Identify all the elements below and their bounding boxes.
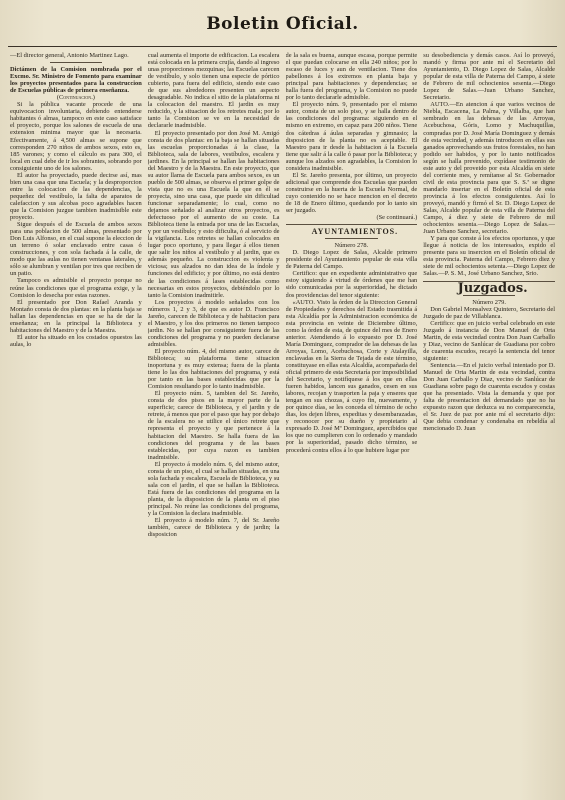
paragraph: Certifico: que en expediente administrativo que estoy siguiendo á virtud de órdenes que me han sido comunicadas por la superioridad, he dictado dos providencias del tenor siguiente: xyxy=(285,270,418,299)
paragraph: Si la pública vacante procede de una equivocacion involuntaria, debiendo entenderse habitantes ó almas, tampoco en este caso satisface el proyecto, porque los salones de escuela de una extension minima mayor que la necesaria. Efectivamente, á 4,500 almas se supone que corresponden 270 niños de ambos sexos, esto es, 185 varones; y como el cálculo es para 300, el local en cual debe de ir los sobrantes, sobrando por consiguiente uno de los salones. xyxy=(10,101,142,172)
paragraph: El proyecto presentado por don José M. Amigó consta de dos plantas: en la baja se hallan situadas las escuelas proporcionadas á la clase, la Biblioteca, sala de labores, vestíbulos, escalera y jardines. En la principal se hallan las habitaciones del Maestro y de la Maestra. En este proyecto, que su autor llama de Escuela para ambos sexos, es un pueblo de 500 almas, se observa el primer golpe de vista que no es una Escuela la que en él se proyecta, sino una casa, que puede sin dificultad funcionar separadamente; lo cual, como no dejamos señalado al analizar otros proyectos, es defectuoso por el aumento de su coste. La Biblioteca tiene la entrada por una de las Escuelas, y por un vestíbulo; y esto dificulta, ó al servicio de la vigilancia. Los retretes se hallan colocados en lugar poco oportuno, y para llegar á ellos tienen que salir los niños al vestíbulo y al jardin, que es además pequeño. La construccion es violenta y viciosa; sus alzados no dan idea de la índole y funciones del edificio; y por último, no está dentro de las condiciones á lases establecidas como necesarias en estos proyectos, debiéndolo por lo tanto la Comision inadmitirle. xyxy=(147,129,280,299)
column-2 xyxy=(148,52,280,794)
paragraph: El presentado por Don Rafael Aranda y Montaño consta de dos plantas: en la planta baja se hallan las dependencias en que se ha de dar la enseñanza; en la principal la Biblioteca y habitaciones del Maestro y de la Maestra. xyxy=(10,298,142,334)
page-header xyxy=(0,14,565,38)
divider xyxy=(325,238,378,239)
paragraph: de la sala es buena, aunque escasa, porque permite el que puedan colocarse en ella 240 niños; por lo escaso de luces y aun de ventilacion. Tiene dos pabellones á los extremos en planta baja y principal para habitaciones y dependencias; se halla fuera del programa, y la Comision no puede por lo tanto declararle admisible. xyxy=(285,52,418,102)
paragraph: El proyecto núm. 4, del mismo autor, carece de Biblioteca; su plataforma tiene situacion inoportuna y es muy extensa; fuera de la planta tiene lo las dos habitaciones del programa, y está por tanto en las bases establecidas que por la Comision resultando por lo tanto inadmisible. xyxy=(147,347,280,391)
column-3 xyxy=(286,52,418,794)
paragraph: AUTO.—En atencion á que varios vecinos de Niebla, Escacena, La Palma, y Villalba, que han sembrado en las dehesas de las Arroyas, Acebuchosa, Góris, Lomo y Machuquillas, compradas por D. José María Dominguez y demás de esta vecindad, y además introducen en ellas sus ganados aprovechando sus frutos forestales, no han podido ser habidos, y por lo tanto notificados según se halla prevenido, expídase testimonio de este auto y del proveido por esta Alcaldía en siete del corriente mes, y remítanse al Sr. Gobernador civil de esta provincia para que S. S.ª se digne mandarlo insertar en el Boletín oficial de esta provincia á los efectos consiguientes. Así lo proveyó, mandó y firmó el Sr. D. Diego Lopez de Salas, Alcalde popular de esta villa de Paterna del Campo, á diez y siete de Febrero de mil ochocientos sesenta.—Diego Lopez de Salas.—Juan Urbano Sanchez, secretario. xyxy=(423,101,555,236)
paragraph: Certifico: que en juicio verbal celebrado en este Juzgado á instancia de Don Manuel de Orta Martin, de esta vecindad contra Don Juan Carballo y Diaz, vecino de Sanlúcar de Guadiana por cobro de cuarenta escudos, recayó la sentencia del tenor siguiente: xyxy=(423,319,555,362)
dictamen-heading: Dictámen de la Comision nombrada por el Excmo. Sr. Ministro de Fomento para examinar los proyectos presentados para la construccion de Escuelas públicas de primera enseñanza. xyxy=(10,66,142,95)
column-4 xyxy=(423,52,555,794)
paragraph: El proyecto á modelo núm. 7, del Sr. Jareño también, carece de Biblioteca y de jardin; la disposicion xyxy=(147,517,280,539)
paragraph: El proyecto núm. 5, tambien del Sr. Jareño, consta de dos pisos en la mayor parte de la superficie; carece de Biblioteca, y el jardin y de retrete, á menos que por el paso que hay por debajo de la escalera no se utilice el único retrete que representa el proyecto y que pertenece á la habitacion del Maestro. Se halla fuera de las condiciones del programa y de las bases establecidas, por cuya razon es tambien inadmisible. xyxy=(147,390,280,461)
paragraph: D. Diego Lopez de Salas, Alcalde primero presidente del Ayuntamiento popular de esta villa de Paterna del Campo. xyxy=(285,249,418,271)
column-1 xyxy=(10,52,142,794)
divider xyxy=(50,62,103,63)
paragraph: Los proyectos á modelo señalados con los números 1, 2 y 3, de que es autor D. Francisco Jareño, carecen de Biblioteca y de habitacion para el Maestro, y los dos primeros no tienen tampoco jardin. No se hallan por consiguiente fuera de las condiciones del programa y no pueden declararse admisibles. xyxy=(147,298,280,348)
paragraph: Sentencia.—En el juicio verbal intentado por D. Manuel de Orta Martin de esta vecindad, contra Don Juan Carballo y Diaz, vecino de Sanlúcar de Guadiana sobre pago de cuarenta escudos y costas que ha presentado. Vista la demanda y que por falta de presentacion del demandado que no ha expuesto razon que deduzca su no comparecencia, el Sr. Juez de paz por ante mí el secretario dijo: Que debia condenar y condenaba en rebeldía al mencionado D. Juan xyxy=(423,361,555,433)
paragraph: El Sr. Jareño presenta, por último, un proyecto adicional que comprende dos Escuelas que pueden construirse en la huerta de la Escuela Normal, de cuyo contenido no se hace mencion en el decreto de 18 de Enero último, quedando por lo tanto sin ser juzgado. xyxy=(285,171,418,215)
paragraph: Tampoco es admisible el proyecto porque no reúne las condiciones que el programa exige, y la Comision lo desecha por estas razones. xyxy=(10,277,142,299)
paragraph: Sigue después el de Escuela de ambos sexos para una poblacion de 500 almas, presentado por Don Luis Alfonso, en el cual supone la eleccion de un terreno ó solar enclavado entre casas ó construcciones, y con sola fachada á la calle, de modo que las aulas no tienen ventanas laterales, y sólo se alumbran y ventilan por tres que reciben de un patio. xyxy=(10,221,142,278)
paragraph: El autor ha proyectado, puede decirse así, mas bien una casa que una Escuela; y la desproporcion entre la colocacion de las dependencias, la pequeñez del vestíbulo, la falta de aparatos de calefaccion y sus alcobas poco agradables hacen que la Comision juzgue tambien inadmisible este proyecto. xyxy=(10,171,142,222)
paragraph: El proyecto á modelo núm. 6, del mismo autor, consta de un piso, el cual se hallan situadas, en una sola fachada y escalera, Escuela de Biblioteca, y su sala con el jardin, el que se hallan la Biblioteca. Está fuera de las condiciones del programa en la planta, de la disposicion de la planta en el piso principal. No reúne las condiciones del programa, y la Comision la declara inadmisible. xyxy=(147,460,280,518)
juzgados-heading: Juzgados. xyxy=(457,280,528,296)
continuation-label: (Continuacion.) xyxy=(56,94,95,102)
text-columns xyxy=(10,52,555,794)
paragraph: su desobediencia y demás casos. Así lo proveyó, mandó y firma por ante mí el Secretario del Ayuntamiento, D. Diego Lopez de Salas, Alcalde popular de esta villa de Paterna del Campo, á siete de Febrero de mil ochocientos sesenta.—Diego Lopez de Salas.—Juan Urbano Sanchez, Secretario. xyxy=(423,52,555,102)
notice-number: Número 279. xyxy=(472,298,506,306)
paragraph: «AUTO. Visto la órden de la Direccion General de Propiedades y derechos del Estado trasmitida á esta Alcaldía por la Administracion económica de esta provincia en veinte de Diciembre último, como la órden de esta, de quince del mes de Enero anterior. Atendiendo á lo expuesto por D. José María Dominguez, comprador de las dehesas de las Arroyas, Lomo, Acebuchosa, Corte y Atalayilla, enclavadas en la Sierra de Tejada de este término, constituyase en ellas esta Alcaldía, acompañada del oficial primero de esta Secretaría por imposibilidad del Secretario, y notifíquese á los que en ellas fueren habidos, lancen sus ganados, cesen en sus labores, recojan y trasporten la paja y enseres que tengan en sus chozas, á cuyo fin, nuevamente, y por quince días, se les conceda el término de ocho dias, los dejen libres, expeditas y desembarazadas, y reconocer por su dueño y propietario al expresado D. José Mª Dominguez, apercibidos que los que no cumplieren con lo ordenado y mandado por la superioridad, pasado dicho término, se procederá contra ellos á lo que hubiere lugar por xyxy=(285,298,418,454)
newspaper-title: Boletin Oficial. xyxy=(206,14,359,34)
paragraph: El autor ha situado en los costados opuestos las aulas, lo xyxy=(10,333,142,348)
notice-number: Número 278. xyxy=(334,242,369,250)
divider xyxy=(286,224,418,225)
paragraph: El proyecto núm. 9, presentado por el mismo autor, consta de un solo piso, y se halla dentro de las condiciones del programa: siguiendo en el mismo en extremo, en capaz para 200 niños. Tiene dos cátedras á áulas separadas y gimnasio; la disposicion de la planta no es aceptable. El Maestro para ir desde la habitacion á la Escuela tiene que salir á la calle ó pasar por la Biblioteca; y aunque los alzados son agradables, la Comision lo considera inadmisible. xyxy=(285,101,418,172)
header-rule xyxy=(8,46,557,47)
paragraph: cual aumenta el importe de edificacion. La escalera está colocada en la primera crujía, dando al ingreso unas proporciones mezquinas; las Escuelas carecen de vestíbulo, y solo tienen una especie de pórtico cubierto, para fuera del edificio, siendo este caso de que sus alrededores presenten un aspecto desagradable. No indica el sitio de la plataforma ni la colocacion del maestro. El jardin es muy reducido, y la situacion de los retretes mala; por lo tanto la Comision se ve en la necesidad de declararle inadmisible. xyxy=(147,52,280,130)
paragraph: Y para que conste á los efectos oportunos, y que llegue á noticia de los interesados, expido el presente para su insercion en el Boletín oficial de esta provincia. Paterna del Campo, Febrero diez y siete de mil ochocientos setenta.—Diego Lopez de Salas.—P. S. M., José Urbano Sanchez, Srio. xyxy=(423,235,555,278)
paragraph: Don Gabriel Monsalvez Quintero, Secretario del Juzgado de paz de Villablanca. xyxy=(423,305,555,320)
director-signature: —El director general, Antonio Martinez Lago. xyxy=(10,52,129,59)
ayuntamientos-heading: AYUNTAMIENTOS. xyxy=(311,227,399,237)
continued-note: (Se continuará.) xyxy=(376,214,418,222)
